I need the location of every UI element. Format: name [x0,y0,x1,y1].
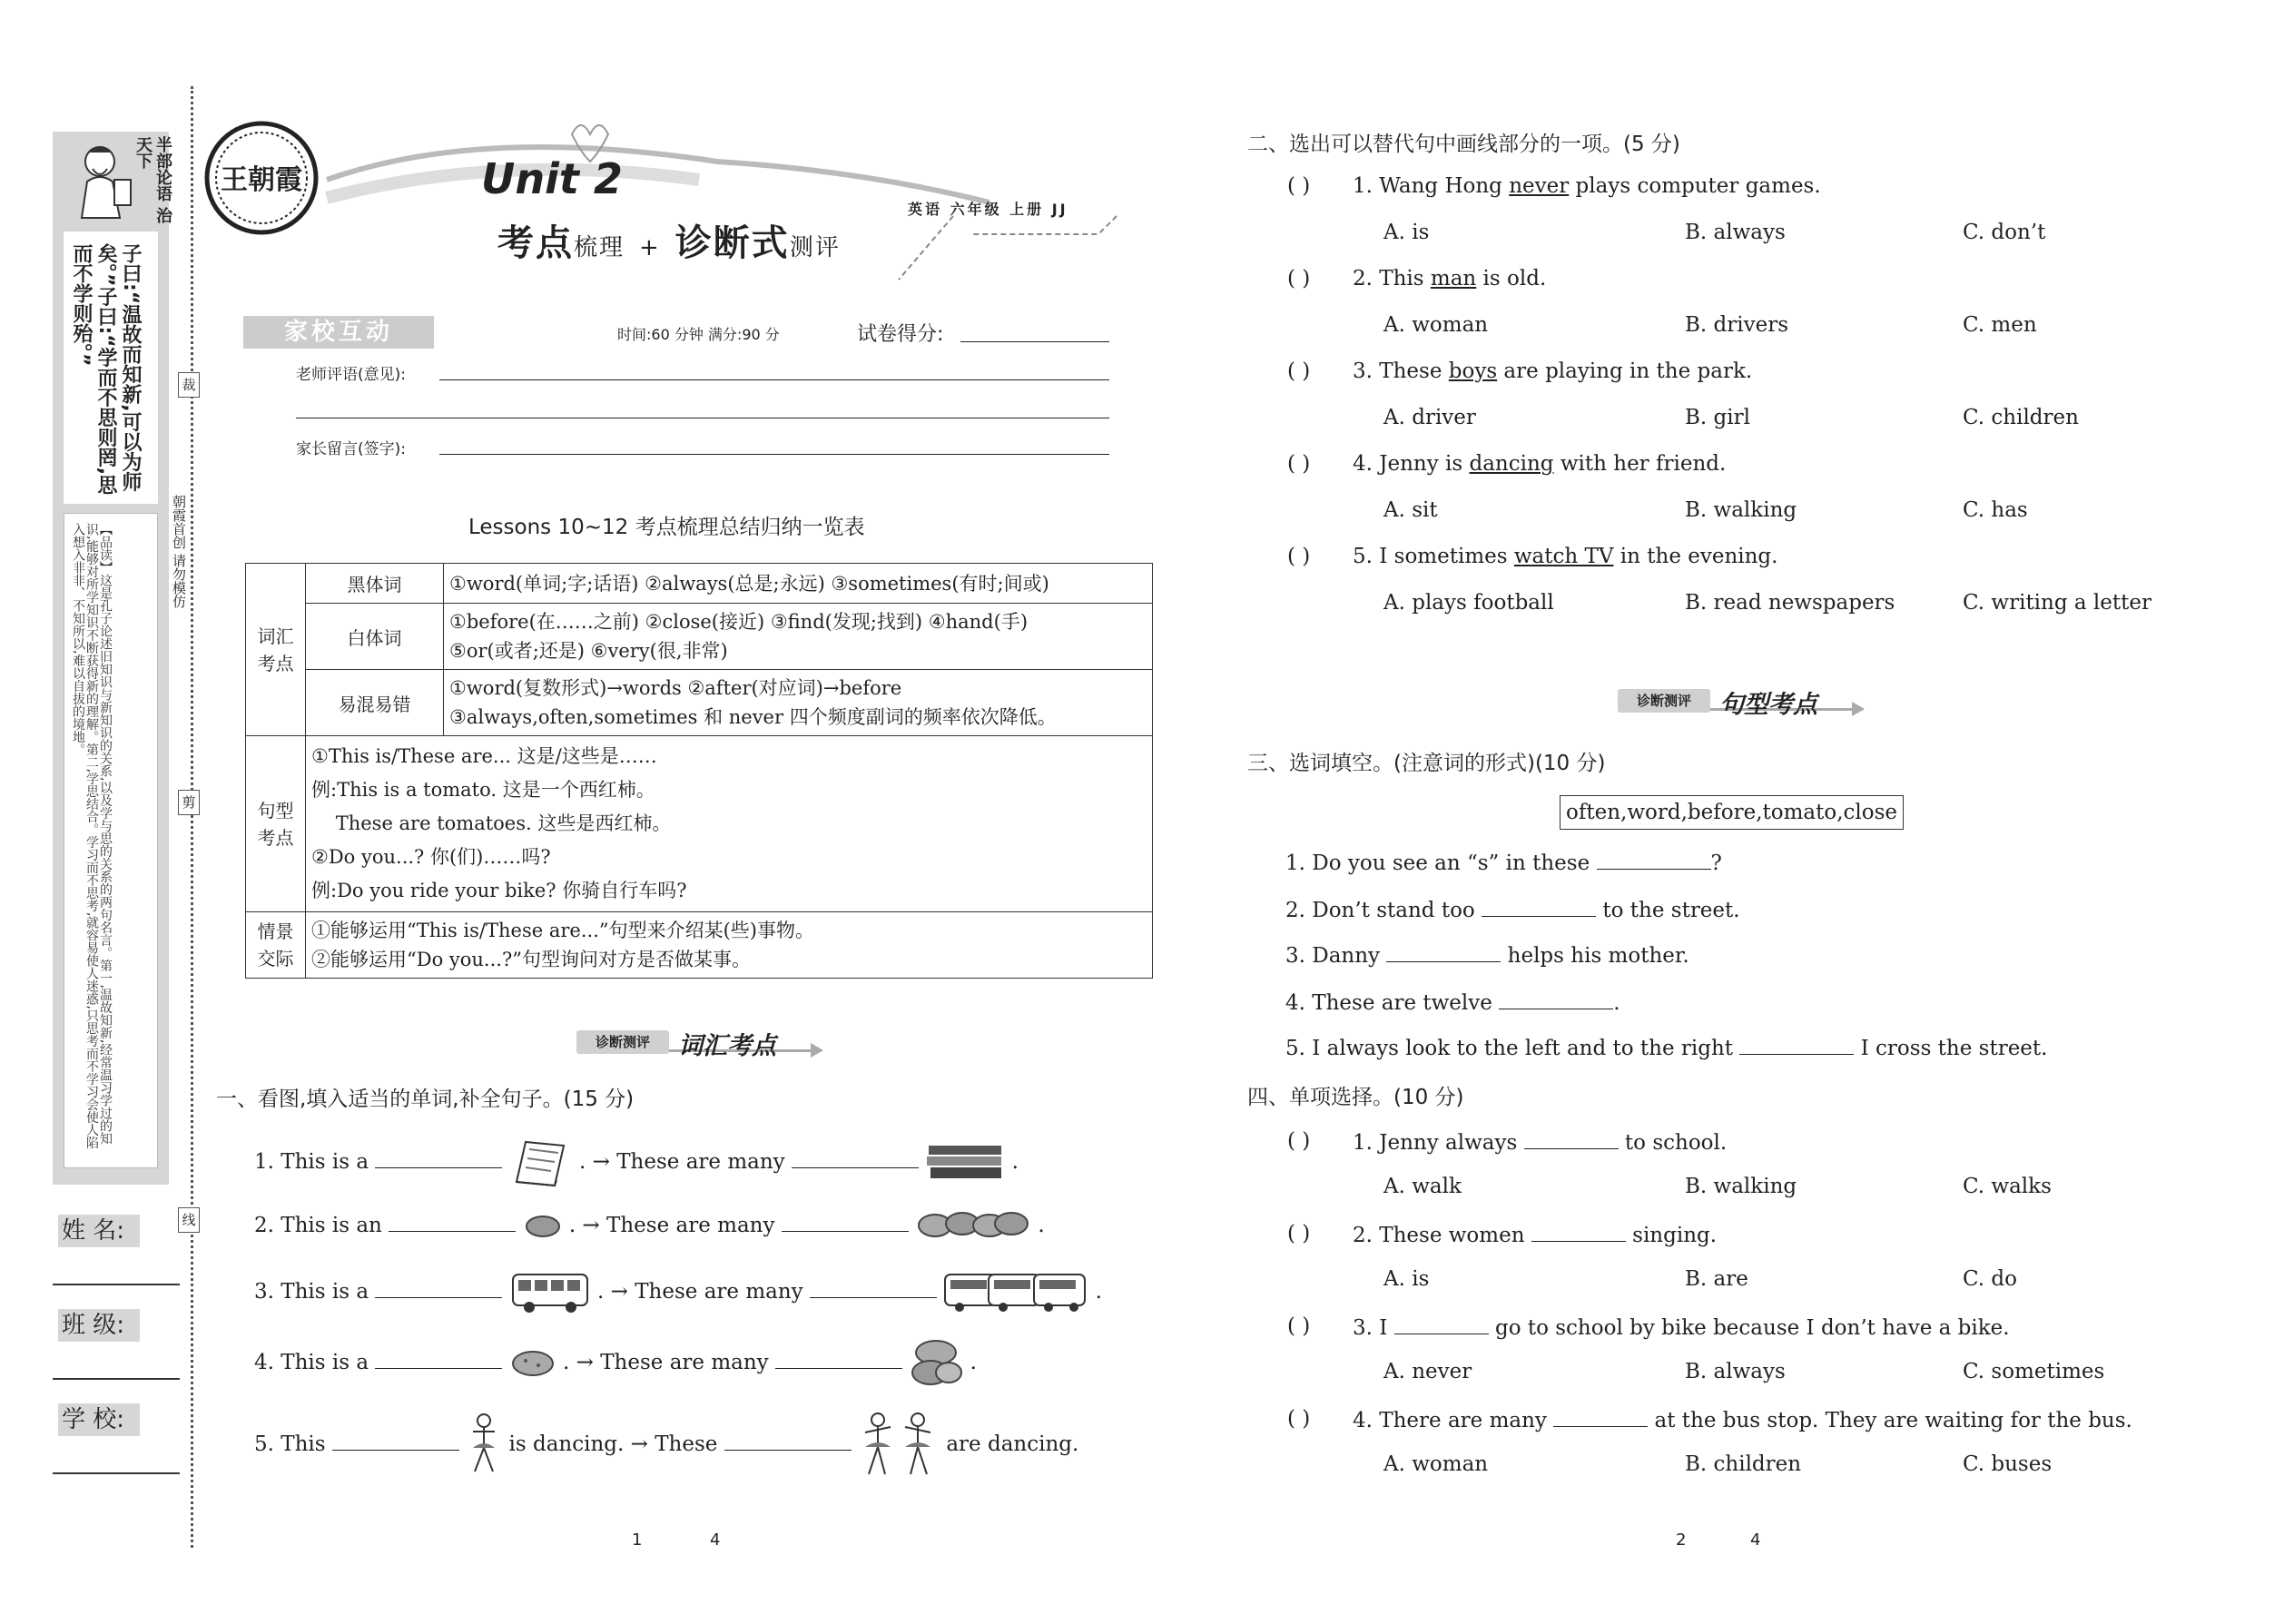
answer-blank[interactable] [1739,1035,1854,1055]
part3-item-5 [1285,1035,2047,1060]
part1-item-3 [254,1269,1102,1316]
svg-text:王朝霞: 王朝霞 [221,164,302,196]
underlined-word: man [1430,267,1477,290]
part2-question-3 [1353,359,1752,383]
grade-tags: 英语 六年级 上册 JJ [908,201,1068,218]
vocab-category: 词汇考点 [246,564,306,736]
score-blank[interactable] [960,341,1109,342]
reading-commentary: 【品读】这是孔子论述旧知识与新知识的关系,以及学与思的关系的两句名言。第一,温故知新,经常温习学过的知识,能够对所学知识不断获得新的理解。第二,学思结合。学习而不思考,就容易使人迷惑,只思考而不学习会使人陷入想入非非、不知所以,难以自拔的境地。 [71,523,113,1149]
vocab-sub-bold: 黑体词 [306,564,444,604]
item-text: 1. Jenny always [1353,1131,1518,1155]
school-blank[interactable] [53,1472,180,1474]
vocab-section-banner [576,1026,822,1058]
item-text: . [1095,1280,1102,1304]
underlined-word: never [1509,174,1570,198]
item-text: 4. Jenny is [1353,452,1470,476]
item-text: are playing in the park. [1497,359,1753,383]
time-info: 时间:60 分钟 满分:90 分 [617,326,780,343]
item-text: plays computer games. [1569,174,1821,198]
parent-comment-label: 家长留言(签字): [296,440,406,458]
option-b[interactable]: B. always [1685,1360,1786,1383]
item-text: 2. These women [1353,1224,1525,1247]
item-text: . → These are many [579,1150,785,1174]
item-text: 5. This [254,1432,326,1456]
item-text: is old. [1476,267,1547,290]
item-text: . [1011,1150,1019,1174]
unit-title: Unit 2 [481,154,623,203]
banner-title: 词汇考点 [678,1032,776,1060]
part3-item-4 [1285,989,1620,1015]
item-text: 4. There are many [1353,1409,1547,1432]
bus-icon [509,1269,591,1316]
item-text: to the street. [1602,899,1740,922]
books-icon [925,1142,1005,1184]
subtitle-plus: + [638,234,661,261]
table-line: These are tomatoes. 这些是西红柿。 [311,812,672,834]
option-a[interactable]: A. sit [1383,498,1438,522]
option-c[interactable]: C. men [1963,313,2037,337]
summary-table [245,563,1153,979]
option-b[interactable]: B. children [1685,1452,1802,1476]
item-text: ? [1710,851,1722,875]
part4-question-2 [1353,1222,1717,1247]
subtitle-part-a: 考点 [497,222,574,264]
page-number-left-a: 1 [632,1530,643,1550]
item-text: at the bus stop. They are waiting for the bus. [1654,1409,2132,1432]
answer-paren[interactable]: ( ) [1287,359,1311,383]
part4-question-4 [1353,1407,2132,1432]
item-text: 3. Danny [1285,944,1381,968]
part4-heading: 四、单项选择。(10 分) [1247,1086,1464,1109]
page-number-left-b: 4 [710,1530,721,1550]
option-a[interactable]: A. woman [1383,313,1489,337]
answer-paren[interactable]: ( ) [1287,1129,1311,1153]
item-text: 4. This is a [254,1351,369,1374]
item-text: singing. [1632,1224,1718,1247]
table-line: ①word(复数形式)→words ②after(对应词)→before [449,677,902,699]
answer-blank[interactable] [810,1278,937,1298]
answer-blank[interactable] [1394,1314,1489,1334]
item-text: 1. Do you see an “s” in these [1285,851,1590,875]
answer-blank[interactable] [1499,989,1613,1009]
answer-paren[interactable]: ( ) [1287,267,1311,290]
banner-tag: 诊断测评 [576,1030,669,1054]
part1-heading: 一、看图,填入适当的单词,补全句子。(15 分) [216,1088,635,1111]
item-text: is dancing. → These [508,1432,718,1456]
item-text: . [1038,1214,1045,1237]
book-icon [509,1137,573,1189]
sidebar-header-text: 半部论语 治天下 [133,136,172,224]
part2-question-4 [1353,452,1726,476]
option-a[interactable]: A. never [1383,1360,1472,1383]
cut-mark-1: 裁 [178,372,200,398]
answer-paren[interactable]: ( ) [1287,1314,1311,1338]
table-line: ①This is/These are... 这是/这些是…… [311,745,657,767]
option-a[interactable]: A. driver [1383,406,1476,429]
item-text: helps his mother. [1507,944,1689,968]
sentence-content [306,736,1153,912]
part4-question-3 [1353,1314,2010,1340]
item-text: 5. I sometimes [1353,545,1514,568]
answer-paren[interactable]: ( ) [1287,452,1311,476]
answer-paren[interactable]: ( ) [1287,1407,1311,1431]
part3-item-3 [1285,942,1689,968]
page-number-right-a: 2 [1676,1530,1687,1550]
table-line: ⑤or(或者;还是) ⑥very(很,非常) [449,640,728,662]
item-text: . [970,1351,977,1374]
item-text: 1. This is a [254,1150,369,1174]
item-text: go to school by bike because I don’t have a bike. [1494,1316,2010,1340]
item-text: I cross the street. [1860,1037,2048,1060]
cut-mark-3: 线 [178,1207,200,1233]
part3-heading: 三、选词填空。(注意词的形式)(10 分) [1247,752,1606,775]
vocab-sub-confusing: 易混易错 [306,670,444,736]
confucius-quote: 子曰:“温故而知新,可以为师矣。”子曰:“学而不思则罔,思而不学则殆。” [70,243,142,496]
confucius-figure-icon [60,136,143,220]
underlined-word: watch TV [1513,545,1614,568]
answer-blank[interactable] [1386,942,1501,962]
table-row [246,564,1153,604]
item-text: 2. This [1353,267,1431,290]
item-text: 2. Don’t stand too [1285,899,1475,922]
item-text: 4. These are twelve [1285,991,1492,1015]
option-c[interactable]: C. sometimes [1963,1360,2105,1383]
item-text: 3. I [1353,1316,1388,1340]
part2-question-5 [1353,545,1777,568]
answer-blank[interactable] [775,1349,902,1369]
table-row [246,670,1153,736]
banner-title: 句型考点 [1719,691,1817,719]
score-label: 试卷得分: [857,323,944,346]
answer-blank[interactable] [1482,897,1596,917]
answer-blank[interactable] [792,1148,919,1168]
option-c[interactable]: C. don’t [1963,221,2046,244]
potato-icon [509,1347,556,1380]
option-a[interactable]: A. woman [1383,1452,1489,1476]
item-text: 3. This is a [254,1280,369,1304]
class-label: 班 级: [58,1309,140,1342]
option-a[interactable]: A. walk [1383,1175,1462,1198]
table-line: ②能够运用“Do you...?”句型询问对方是否做某事。 [311,949,751,970]
dancers-icon [858,1409,940,1481]
vocab-plain-content [444,604,1153,670]
part2-heading: 二、选出可以替代句中画线部分的一项。(5 分) [1247,133,1680,156]
part1-item-2 [254,1206,1045,1247]
option-a[interactable]: A. is [1383,1267,1430,1291]
name-label: 姓 名: [58,1215,140,1247]
word-bank-box: often,word,before,tomato,close [1560,795,1904,830]
situation-content [306,912,1153,979]
option-c[interactable]: C. do [1963,1267,2017,1291]
vocab-bold-content [444,564,1153,604]
option-c[interactable]: C. walks [1963,1175,2052,1198]
option-b[interactable]: B. are [1685,1267,1748,1291]
answer-blank[interactable] [375,1349,502,1369]
table-row [246,736,1153,912]
answer-blank[interactable] [389,1212,516,1232]
parent-comment-blank[interactable] [439,454,1109,455]
answer-blank[interactable] [1597,850,1711,870]
answer-blank[interactable] [1531,1222,1626,1242]
answer-blank[interactable] [782,1212,909,1232]
summary-table-title: Lessons 10~12 考点梳理总结归纳一览表 [468,516,865,539]
option-b[interactable]: B. walking [1685,498,1797,522]
buses-icon [943,1269,1088,1316]
page-subtitle [497,214,841,266]
subtitle-part-c: 诊断式 [674,222,790,264]
option-a[interactable]: A. is [1383,221,1430,244]
option-b[interactable]: B. drivers [1685,313,1789,337]
answer-blank[interactable] [724,1431,852,1451]
teacher-comment-blank[interactable] [439,379,1109,380]
underlined-word: boys [1448,359,1498,383]
answer-paren[interactable]: ( ) [1287,545,1311,568]
answer-blank[interactable] [332,1431,459,1451]
class-blank[interactable] [53,1378,180,1380]
option-a[interactable]: A. plays football [1383,591,1554,615]
subtitle-part-d: 测评 [789,234,841,261]
item-text: . → These are many [597,1280,803,1304]
part3-item-2 [1285,897,1740,922]
subtitle-part-b: 梳理 [574,234,625,261]
home-school-badge: 家校互动 [243,316,434,349]
sentence-category: 句型考点 [246,736,306,912]
part1-item-4 [254,1338,977,1389]
table-row [246,912,1153,979]
vocab-confusing-content [444,670,1153,736]
copyright-note: 朝霞首创 请勿模仿 [171,495,187,608]
item-text: . [1613,991,1620,1015]
teacher-comment-label: 老师评语(意见): [296,366,406,384]
answer-blank[interactable] [375,1148,502,1168]
item-text: 3. These [1353,359,1449,383]
item-text: 2. This is an [254,1214,382,1237]
part3-item-1 [1285,850,1722,875]
egg-icon [523,1213,563,1240]
part1-item-1 [254,1137,1019,1189]
school-label: 学 校: [58,1403,140,1436]
item-text: . → These are many [563,1351,769,1374]
option-b[interactable]: B. always [1685,221,1786,244]
table-line: ①before(在……之前) ②close(接近) ③find(发现;找到) ④hand(手) [449,611,1029,633]
item-text: 1. Wang Hong [1353,174,1510,198]
item-text: with her friend. [1553,452,1727,476]
item-text: 5. I always look to the left and to the right [1285,1037,1734,1060]
table-line: ①word(单词;字;话语) ②always(总是;永远) ③sometimes(有时;间或) [449,572,1049,595]
option-c[interactable]: C. buses [1963,1452,2053,1476]
answer-blank[interactable] [1553,1407,1648,1427]
table-line: ①能够运用“This is/These are...”句型来介绍某(些)事物。 [311,920,814,941]
banner-tag: 诊断测评 [1618,689,1710,713]
cut-dotted-line [191,86,193,1548]
part2-question-1 [1353,174,1821,198]
eggs-icon [915,1206,1031,1247]
answer-paren[interactable]: ( ) [1287,174,1311,198]
item-text: . → These are many [568,1214,775,1237]
table-line: 例:This is a tomato. 这是一个西红柿。 [311,779,655,801]
option-c[interactable]: C. has [1963,498,2028,522]
option-b[interactable]: B. walking [1685,1175,1797,1198]
sentence-section-banner [1618,684,1863,717]
name-blank[interactable] [53,1284,180,1285]
item-text: to school. [1624,1131,1728,1155]
option-b[interactable]: B. read newspapers [1685,591,1895,615]
underlined-word: dancing [1469,452,1554,476]
part4-question-1 [1353,1129,1727,1155]
item-text: are dancing. [946,1432,1079,1456]
answer-blank[interactable] [375,1278,502,1298]
part2-question-2 [1353,267,1546,290]
vocab-sub-plain: 白体词 [306,604,444,670]
table-line: 例:Do you ride your bike? 你骑自行车吗? [311,880,687,901]
option-b[interactable]: B. girl [1685,406,1750,429]
item-text: in the evening. [1613,545,1778,568]
table-row [246,604,1153,670]
part1-item-5 [254,1409,1078,1481]
option-c[interactable]: C. children [1963,406,2079,429]
page-number-right-b: 4 [1750,1530,1761,1550]
dancer-icon [466,1412,502,1479]
answer-paren[interactable]: ( ) [1287,1222,1311,1245]
situation-category: 情景交际 [246,912,306,979]
cut-mark-2: 剪 [178,790,200,815]
potatoes-icon [909,1338,963,1389]
brand-logo [202,118,321,238]
table-line: ③always,often,sometimes 和 never 四个频度副词的频率依次降低。 [449,706,1057,728]
table-line: ②Do you...? 你(们)……吗? [311,846,551,868]
option-c[interactable]: C. writing a letter [1963,591,2151,615]
answer-blank[interactable] [1524,1129,1619,1149]
